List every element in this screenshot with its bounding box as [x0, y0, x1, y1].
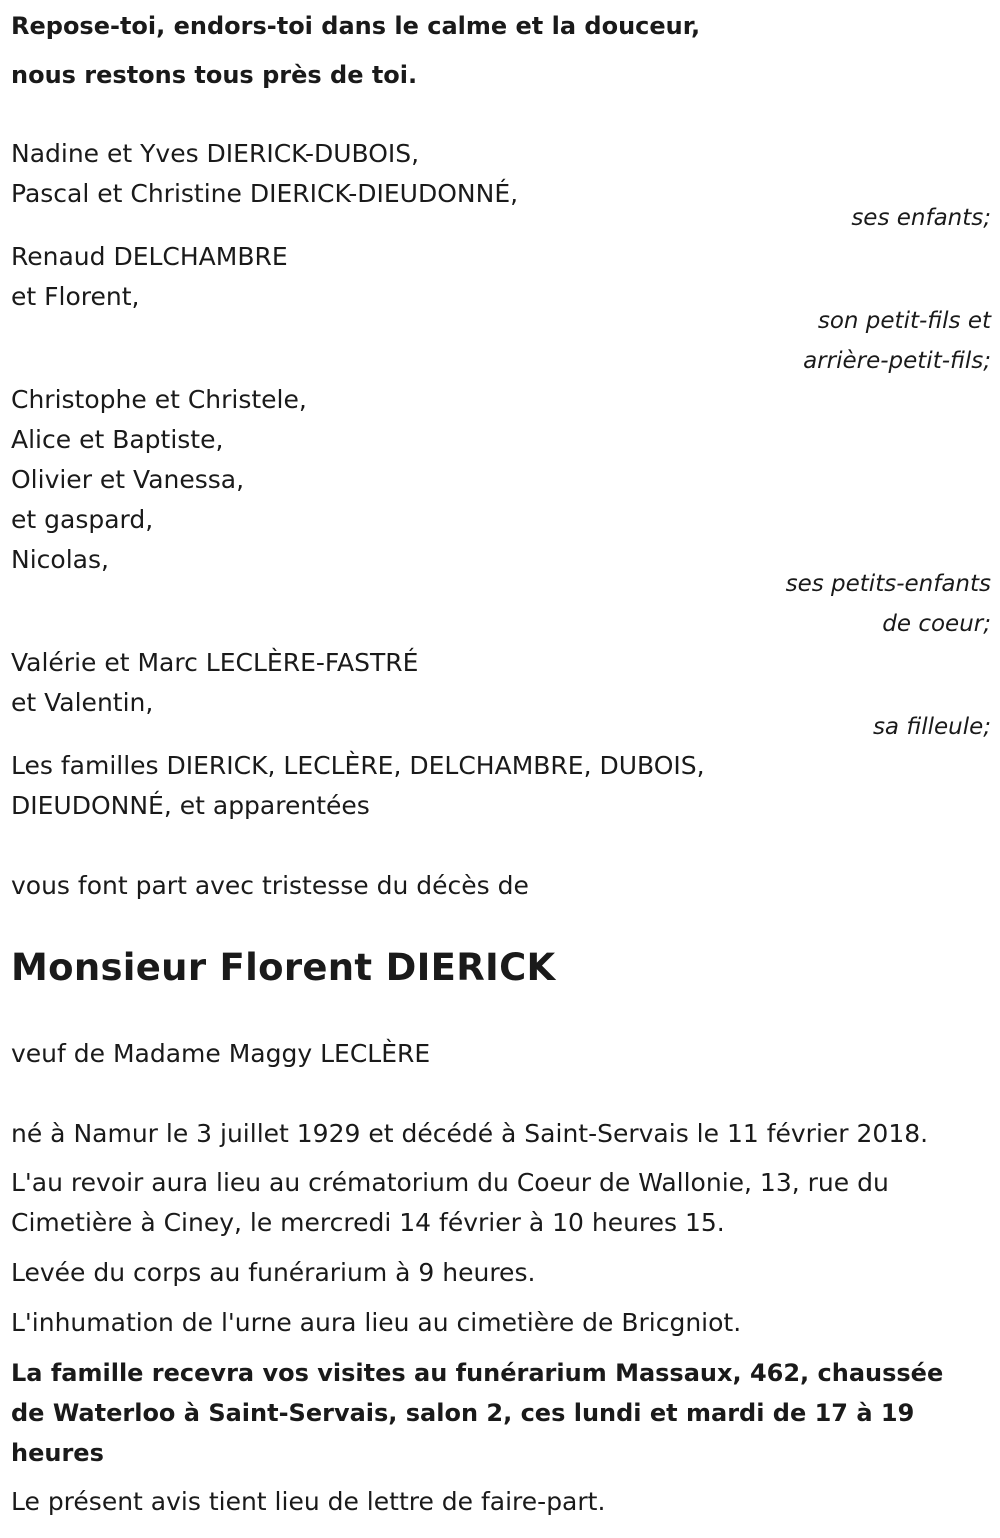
verse-line-2: nous restons tous près de toi. [11, 61, 418, 89]
grandson-name-1: Renaud DELCHAMBRE [11, 242, 288, 271]
goddaughter-name-2: et Valentin, [11, 688, 154, 717]
urn-burial: L'inhumation de l'urne aura lieu au cimetière de Bricgniot. [11, 1308, 742, 1337]
widower-of: veuf de Madame Maggy LECLÈRE [11, 1039, 431, 1068]
step-grandchildren-relation-2: de coeur; [882, 611, 991, 637]
children-name-1: Nadine et Yves DIERICK-DUBOIS, [11, 139, 420, 168]
step-grandchild-2: Alice et Baptiste, [11, 425, 224, 454]
visits-info: La famille recevra vos visites au funérarium Massaux, 462, chaussée de Waterloo à Saint-Servais, salon 2, ces lundi et mardi de 17 à 19 heures [11, 1359, 944, 1467]
goddaughter-relation: sa filleule; [872, 714, 991, 740]
verse-line-1: Repose-toi, endors-toi dans le calme et la douceur, [11, 12, 701, 40]
step-grandchild-5: Nicolas, [11, 545, 109, 574]
families-line-2: DIEUDONNÉ, et apparentées [11, 791, 370, 820]
step-grandchildren-relation-1: ses petits-enfants [785, 571, 991, 597]
body-lift: Levée du corps au funérarium à 9 heures. [11, 1258, 536, 1287]
step-grandchild-3: Olivier et Vanessa, [11, 465, 245, 494]
grandson-relation-2: arrière-petit-fils; [803, 348, 991, 374]
birth-death: né à Namur le 3 juillet 1929 et décédé à Saint-Servais le 11 février 2018. [11, 1119, 929, 1148]
children-name-2: Pascal et Christine DIERICK-DIEUDONNÉ, [11, 179, 519, 208]
announcement: vous font part avec tristesse du décès de [11, 871, 529, 900]
step-grandchild-1: Christophe et Christele, [11, 385, 307, 414]
children-relation: ses enfants; [851, 205, 991, 231]
goddaughter-name-1: Valérie et Marc LECLÈRE-FASTRÉ [11, 648, 419, 677]
step-grandchild-4: et gaspard, [11, 505, 154, 534]
grandson-name-2: et Florent, [11, 282, 140, 311]
families-line-1: Les familles DIERICK, LECLÈRE, DELCHAMBRE, DUBOIS, [11, 751, 705, 780]
farewell-ceremony: L'au revoir aura lieu au crématorium du Coeur de Wallonie, 13, rue du Cimetière à Ciney, le mercredi 14 février à 10 heures 15. [11, 1168, 889, 1237]
grandson-relation-1: son petit-fils et [817, 308, 991, 334]
deceased-name: Monsieur Florent DIERICK [11, 946, 556, 989]
notice: Le présent avis tient lieu de lettre de faire-part. [11, 1487, 606, 1516]
